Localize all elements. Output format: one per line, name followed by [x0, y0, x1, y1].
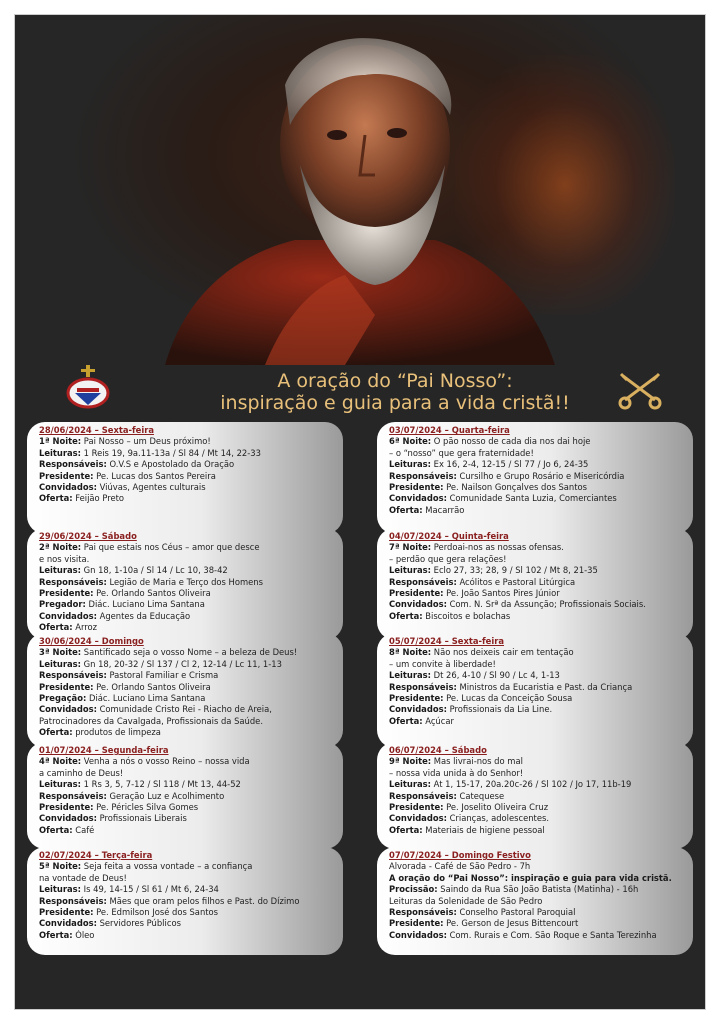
- schedule-card: [377, 742, 693, 849]
- card-line-label: Presidente:: [39, 588, 94, 599]
- card-line-label: Leituras:: [389, 779, 431, 790]
- card-line: [39, 768, 331, 779]
- card-line-label: Pregação:: [39, 693, 87, 704]
- card-line-text: Geração Luz e Acolhimento: [106, 790, 225, 801]
- card-line-text: Pe. Orlando Santos Oliveira: [93, 588, 211, 599]
- card-line-text: – perdão que gera relações!: [389, 553, 507, 564]
- crossed-keys-icon: [615, 370, 665, 410]
- card-line-label: Pregador:: [39, 599, 86, 610]
- card-line: [389, 682, 681, 693]
- card-line-text: Pe. Joselito Oliveira Cruz: [443, 802, 549, 813]
- card-line: [39, 693, 331, 704]
- card-line-text: produtos de limpeza: [72, 727, 161, 738]
- card-line-label: Responsáveis:: [39, 576, 107, 587]
- card-line-label: Oferta:: [39, 929, 73, 940]
- card-line-label: A oração do “Pai Nosso”: inspiração e guia para vida cristã.: [389, 872, 672, 883]
- card-line-label: Responsáveis:: [389, 790, 457, 801]
- card-line: [39, 825, 331, 836]
- card-line-text: Pe. Péricles Silva Gomes: [93, 802, 199, 813]
- card-date: 30/06/2024 – Domingo: [39, 636, 144, 646]
- card-line-label: Responsáveis:: [389, 470, 457, 481]
- card-line: [39, 704, 331, 715]
- card-line-label: Presidente:: [39, 470, 94, 481]
- card-line-text: O pão nosso de cada dia nos dai hoje: [431, 436, 591, 447]
- card-line: [389, 554, 681, 565]
- card-line-label: Leituras:: [39, 447, 81, 458]
- card-line-text: Patrocinadores da Cavalgada, Profissionais da Saúde.: [39, 715, 263, 726]
- card-line-text: Acólitos e Pastoral Litúrgica: [456, 576, 576, 587]
- card-line-text: Ex 16, 2-4, 12-15 / Sl 77 / Jo 6, 24-35: [430, 459, 589, 470]
- card-line-text: Ministros da Eucaristia e Past. da Criança: [456, 681, 633, 692]
- card-line-label: Oferta:: [389, 824, 423, 835]
- card-line-text: Comunidade Santa Luzia, Comerciantes: [446, 493, 617, 504]
- card-line: [389, 861, 681, 872]
- card-line-label: 1ª Noite:: [39, 436, 82, 447]
- card-line-text: Óleo: [72, 929, 95, 940]
- card-line-text: Profissionais Liberais: [96, 813, 187, 824]
- card-line: [39, 588, 331, 599]
- card-line-text: Alvorada - Café de São Pedro - 7h: [389, 861, 531, 872]
- card-line-label: Leituras:: [39, 565, 81, 576]
- card-line-text: Agentes da Educação: [96, 610, 191, 621]
- card-line-text: O.V.S e Apostolado da Oração: [106, 459, 235, 470]
- card-line-text: Açúcar: [422, 715, 454, 726]
- card-line: [389, 588, 681, 599]
- card-line-text: Pe. Nailson Gonçalves dos Santos: [443, 482, 587, 493]
- card-line-text: Comunidade Cristo Rei - Riacho de Areia,: [96, 704, 272, 715]
- card-line: [389, 647, 681, 658]
- card-line-label: Presidente:: [389, 482, 444, 493]
- card-line-label: Responsáveis:: [389, 907, 457, 918]
- card-line-label: 2ª Noite:: [39, 542, 82, 553]
- card-line: [39, 802, 331, 813]
- card-line-label: Responsáveis:: [39, 895, 107, 906]
- card-line: [39, 554, 331, 565]
- title-line-1: A oração do “Pai Nosso”:: [277, 370, 513, 392]
- card-line: [389, 577, 681, 588]
- card-line-text: Pe. Lucas da Conceição Sousa: [443, 693, 573, 704]
- card-line-label: Oferta:: [39, 727, 73, 738]
- card-line: [39, 471, 331, 482]
- card-line: [389, 448, 681, 459]
- card-line: [389, 471, 681, 482]
- card-line: [39, 930, 331, 941]
- poster: [14, 14, 706, 1010]
- card-line-text: Venha a nós o vosso Reino – nossa vida: [81, 756, 250, 767]
- card-line-text: Eclo 27, 33; 28, 9 / Sl 102 / Mt 8, 21-35: [430, 565, 598, 576]
- card-line-text: At 1, 15-17, 20a.20c-26 / Sl 102 / Jo 17, 11b-19: [430, 779, 632, 790]
- card-line: [389, 436, 681, 447]
- card-line-label: 6ª Noite:: [389, 436, 432, 447]
- card-line-text: Com. N. Srª da Assunção; Profissionais Sociais.: [446, 599, 646, 610]
- schedule-card: [27, 847, 343, 955]
- card-line: [389, 693, 681, 704]
- card-line-text: Mas livrai-nos do mal: [431, 756, 523, 767]
- card-line-label: Convidados:: [389, 704, 447, 715]
- card-line: [39, 716, 331, 727]
- card-line-text: Conselho Pastoral Paroquial: [456, 907, 576, 918]
- card-line-label: Leituras:: [39, 779, 81, 790]
- card-line-text: Cursilho e Grupo Rosário e Misericórdia: [456, 470, 625, 481]
- card-line-text: Macarrão: [422, 504, 465, 515]
- card-line-text: Pai Nosso – um Deus próximo!: [81, 436, 211, 447]
- card-line-label: Convidados:: [39, 704, 97, 715]
- card-line-text: Crianças, adolescentes.: [446, 813, 550, 824]
- card-line-text: – nossa vida unida à do Senhor!: [389, 767, 524, 778]
- card-line-text: Is 49, 14-15 / Sl 61 / Mt 6, 24-34: [80, 884, 219, 895]
- card-line: [389, 670, 681, 681]
- card-line-text: Materiais de higiene pessoal: [422, 824, 545, 835]
- card-line: [39, 542, 331, 553]
- card-line: [39, 884, 331, 895]
- schedule-card: [377, 528, 693, 640]
- card-line-label: Leituras:: [39, 658, 81, 669]
- card-line-label: 9ª Noite:: [389, 756, 432, 767]
- card-line: [39, 756, 331, 767]
- card-line-label: Oferta:: [389, 610, 423, 621]
- card-line: [39, 873, 331, 884]
- card-line-label: Presidente:: [389, 693, 444, 704]
- card-line-label: Oferta:: [39, 824, 73, 835]
- card-line-text: Feijão Preto: [72, 493, 125, 504]
- card-line: [389, 756, 681, 767]
- card-line: [389, 930, 681, 941]
- card-line-label: Presidente:: [389, 588, 444, 599]
- card-line: [39, 682, 331, 693]
- parish-crest-logo: [63, 363, 113, 413]
- card-line-text: – um convite à liberdade!: [389, 658, 496, 669]
- card-line: [39, 670, 331, 681]
- card-line-text: – o “nosso” que gera fraternidade!: [389, 447, 534, 458]
- schedule-card: [27, 742, 343, 849]
- card-line: [39, 896, 331, 907]
- schedule-card: [27, 422, 343, 534]
- card-line: [39, 565, 331, 576]
- card-line: [389, 599, 681, 610]
- hero-painting: [15, 15, 705, 365]
- card-line-label: Convidados:: [389, 813, 447, 824]
- card-line-label: Presidente:: [389, 802, 444, 813]
- card-date: 02/07/2024 – Terça-feira: [39, 850, 153, 860]
- card-line-text: Pe. Lucas dos Santos Pereira: [93, 470, 216, 481]
- card-line: [389, 779, 681, 790]
- card-date: 05/07/2024 – Sexta-feira: [389, 636, 504, 646]
- card-line-label: Convidados:: [39, 610, 97, 621]
- card-line-label: 4ª Noite:: [39, 756, 82, 767]
- card-line: [389, 716, 681, 727]
- card-line-label: 3ª Noite:: [39, 647, 82, 658]
- card-line: [39, 436, 331, 447]
- card-line-text: Saindo da Rua São João Batista (Matinha) - 16h: [437, 884, 639, 895]
- card-line: [39, 918, 331, 929]
- card-line: [39, 577, 331, 588]
- card-line-label: Procissão:: [389, 884, 438, 895]
- card-line: [389, 565, 681, 576]
- card-line-label: Presidente:: [39, 907, 94, 918]
- card-line-text: Pai que estais nos Céus – amor que desce: [81, 542, 260, 553]
- card-line-text: Profissionais da Lia Line.: [446, 704, 553, 715]
- card-line: [39, 779, 331, 790]
- card-line: [39, 622, 331, 633]
- card-line-text: a caminho de Deus!: [39, 767, 124, 778]
- card-line: [39, 493, 331, 504]
- card-line-text: 1 Rs 3, 5, 7-12 / Sl 118 / Mt 13, 44-52: [80, 779, 241, 790]
- card-line-text: Pe. Orlando Santos Oliveira: [93, 681, 211, 692]
- card-line-label: Presidente:: [389, 918, 444, 929]
- schedule-card: [27, 633, 343, 748]
- schedule-card: [27, 528, 343, 640]
- card-line-label: Convidados:: [39, 482, 97, 493]
- card-line-label: Responsáveis:: [39, 459, 107, 470]
- card-line-label: Convidados:: [39, 918, 97, 929]
- card-line: [389, 802, 681, 813]
- card-line-text: Pe. Gerson de Jesus Bittencourt: [443, 918, 579, 929]
- card-line: [389, 659, 681, 670]
- card-line-label: Convidados:: [39, 813, 97, 824]
- card-line-text: Catequese: [456, 790, 505, 801]
- card-line-label: Convidados:: [389, 493, 447, 504]
- card-line-text: Gn 18, 1-10a / Sl 14 / Lc 10, 38-42: [80, 565, 228, 576]
- card-line: [389, 907, 681, 918]
- card-line-text: Santificado seja o vosso Nome – a beleza de Deus!: [81, 647, 298, 658]
- card-line: [389, 813, 681, 824]
- card-line: [389, 884, 681, 895]
- card-line-text: Perdoai-nos as nossas ofensas.: [431, 542, 564, 553]
- card-line-label: Convidados:: [389, 599, 447, 610]
- card-line: [39, 861, 331, 872]
- card-line-label: Responsáveis:: [389, 681, 457, 692]
- card-line: [389, 791, 681, 802]
- card-date: 04/07/2024 – Quinta-feira: [389, 531, 509, 541]
- saint-peter-portrait: [15, 15, 705, 365]
- card-date: 06/07/2024 – Sábado: [389, 745, 487, 755]
- card-line-text: Mães que oram pelos filhos e Past. do Dízimo: [106, 895, 300, 906]
- card-line: [389, 482, 681, 493]
- card-line: [389, 768, 681, 779]
- card-line: [39, 482, 331, 493]
- card-line-text: Diác. Luciano Lima Santana: [85, 599, 205, 610]
- card-line: [39, 813, 331, 824]
- card-line-label: Presidente:: [39, 802, 94, 813]
- schedule-card: [377, 633, 693, 748]
- card-line-text: Legião de Maria e Terço dos Homens: [106, 576, 263, 587]
- card-line-label: Oferta:: [389, 504, 423, 515]
- card-line: [389, 896, 681, 907]
- card-line: [39, 727, 331, 738]
- card-line-text: Café: [72, 824, 95, 835]
- card-line-text: 1 Reis 19, 9a.11-13a / Sl 84 / Mt 14, 22-33: [80, 447, 261, 458]
- card-line-label: Leituras:: [389, 459, 431, 470]
- card-line-label: Responsáveis:: [39, 670, 107, 681]
- card-line-label: Oferta:: [39, 622, 73, 633]
- card-line: [39, 611, 331, 622]
- card-line-label: 7ª Noite:: [389, 542, 432, 553]
- card-line-text: e nos visita.: [39, 553, 90, 564]
- card-line: [389, 704, 681, 715]
- card-line: [389, 505, 681, 516]
- card-line-label: 8ª Noite:: [389, 647, 432, 658]
- card-line-text: Diác. Luciano Lima Santana: [86, 693, 206, 704]
- card-line-label: Presidente:: [39, 681, 94, 692]
- card-line: [389, 611, 681, 622]
- card-line-label: Oferta:: [39, 493, 73, 504]
- card-date: 03/07/2024 – Quarta-feira: [389, 425, 510, 435]
- card-date: 07/07/2024 – Domingo Festivo: [389, 850, 531, 860]
- card-line: [389, 873, 681, 884]
- card-line-text: Pastoral Familiar e Crisma: [106, 670, 219, 681]
- schedule-card: [377, 422, 693, 534]
- card-line: [389, 459, 681, 470]
- card-line: [389, 825, 681, 836]
- card-line-text: Dt 26, 4-10 / Sl 90 / Lc 4, 1-13: [430, 670, 560, 681]
- card-date: 01/07/2024 – Segunda-feira: [39, 745, 169, 755]
- schedule-card: [377, 847, 693, 955]
- card-line: [39, 448, 331, 459]
- title-line-2: inspiração e guia para a vida cristã!!: [220, 392, 570, 414]
- card-line-label: Leituras:: [389, 565, 431, 576]
- card-line-text: Seja feita a vossa vontade – a confiança: [81, 861, 253, 872]
- card-line: [39, 791, 331, 802]
- card-date: 28/06/2024 – Sexta-feira: [39, 425, 154, 435]
- card-line: [39, 459, 331, 470]
- card-line: [389, 542, 681, 553]
- card-date: 29/06/2024 – Sábado: [39, 531, 137, 541]
- card-line: [39, 659, 331, 670]
- card-line: [389, 918, 681, 929]
- card-line: [39, 907, 331, 918]
- card-line-text: Gn 18, 20-32 / Sl 137 / Cl 2, 12-14 / Lc 11, 1-13: [80, 658, 282, 669]
- page-title: [165, 370, 625, 414]
- card-line-text: Com. Rurais e Com. São Roque e Santa Terezinha: [446, 929, 657, 940]
- card-line-label: Responsáveis:: [39, 790, 107, 801]
- card-line-label: Leituras:: [39, 884, 81, 895]
- card-line-label: Convidados:: [389, 929, 447, 940]
- card-line-label: Responsáveis:: [389, 576, 457, 587]
- card-line-text: Biscoitos e bolachas: [422, 610, 511, 621]
- card-line-text: Servidores Públicos: [96, 918, 181, 929]
- card-line-label: Leituras:: [389, 670, 431, 681]
- card-line-text: Não nos deixeis cair em tentação: [431, 647, 574, 658]
- card-line: [39, 647, 331, 658]
- card-line-label: 5ª Noite:: [39, 861, 82, 872]
- card-line-label: Oferta:: [389, 715, 423, 726]
- card-line-text: Viúvas, Agentes culturais: [96, 482, 206, 493]
- card-line: [389, 493, 681, 504]
- card-line-text: Leituras da Solenidade de São Pedro: [389, 895, 543, 906]
- card-line: [39, 599, 331, 610]
- card-line-text: na vontade de Deus!: [39, 872, 127, 883]
- card-line-text: Arroz: [72, 622, 98, 633]
- card-line-text: Pe. Edmilson José dos Santos: [93, 907, 219, 918]
- card-line-text: Pe. João Santos Pires Júnior: [443, 588, 560, 599]
